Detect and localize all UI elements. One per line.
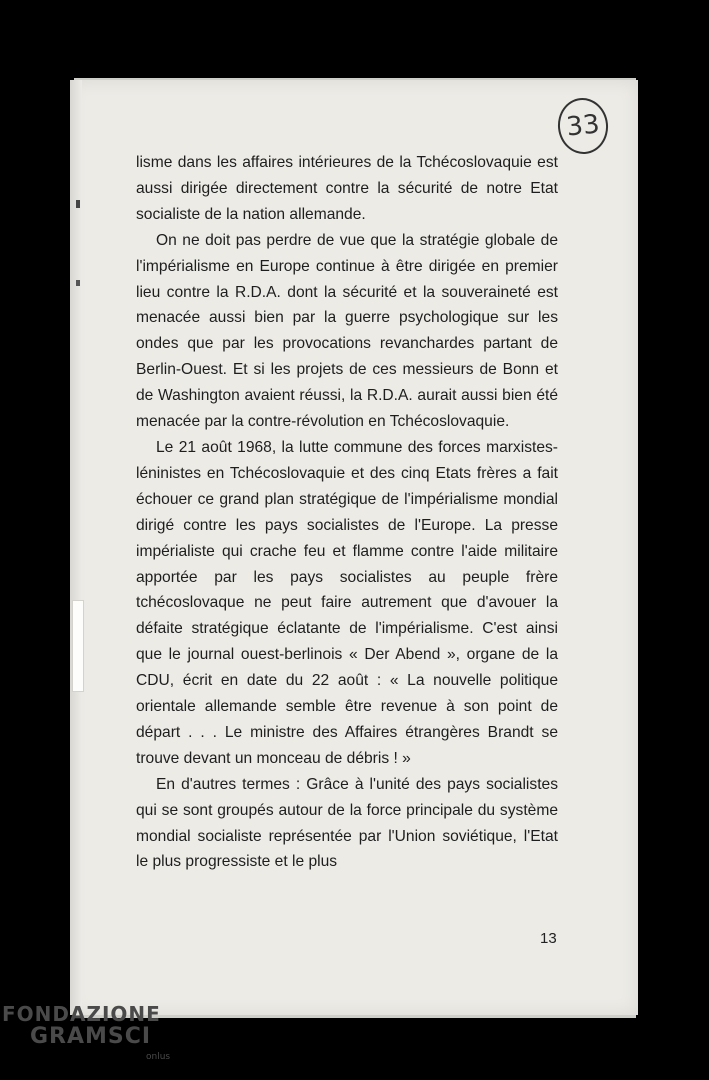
handwritten-page-marker: 33: [555, 96, 611, 157]
watermark-logo: [2, 1002, 171, 1062]
page-number: 13: [540, 930, 557, 947]
paragraph: Le 21 août 1968, la lutte commune des forces marxistes-léninistes en Tchécoslovaquie et des cinq Etats frères a fait échouer ce grand plan stratégique de l'impérialisme mondial dirigé contre les pays socialistes de l'Europe. La presse impérialiste qui crache feu et flamme contre l'aide militaire apportée par les pays socialistes au peuple frère tchécoslovaque ne peut faire autrement que d'avouer la défaite stratégique éclatante de l'impérialisme. C'est ainsi que le journal ouest-berlinois « Der Abend », organe de la CDU, écrit en date du 22 août : « La nouvelle politique orientale allemande semble être revenue à son point de départ . . . Le ministre des Affaires étrangères Brandt se trouve devant un monceau de débris ! »: [136, 438, 558, 767]
paragraph: On ne doit pas perdre de vue que la stratégie globale de l'impérialisme en Europe continue à être dirigée en premier lieu contre la R.D.A. dont la sécurité et la souveraineté est menacée aussi bien par la guerre psychologique sur les ondes que par les provocations revanchardes partant de Berlin-Ouest. Et si les projets de ces messieurs de Bonn et de Washington avaient réussi, la R.D.A. aurait aussi bien été menacée par la contre-révolution en Tchécoslovaquie.: [136, 231, 558, 431]
paragraph: lisme dans les affaires intérieures de la Tchécoslovaquie est aussi dirigée directement contre la sécurité de notre Etat socialiste de la nation allemande.: [136, 154, 558, 223]
staple-mark: [76, 200, 80, 208]
body-text: [136, 150, 558, 875]
watermark-line2: GRAMSCI: [30, 1024, 152, 1049]
staple-mark: [76, 280, 80, 286]
watermark-line3: onlus: [146, 1052, 171, 1062]
watermark-line1: FONDAZIONE: [2, 1002, 161, 1026]
paragraph: En d'autres termes : Grâce à l'unité des pays socialistes qui se sont groupés autour de la force principale du système mondial socialiste représentée par l'Union soviétique, l'Etat le plus progressiste et le plus: [136, 775, 558, 871]
document-page: [70, 80, 638, 1015]
binding-tape: [72, 600, 84, 692]
page-fold: [70, 80, 82, 1015]
